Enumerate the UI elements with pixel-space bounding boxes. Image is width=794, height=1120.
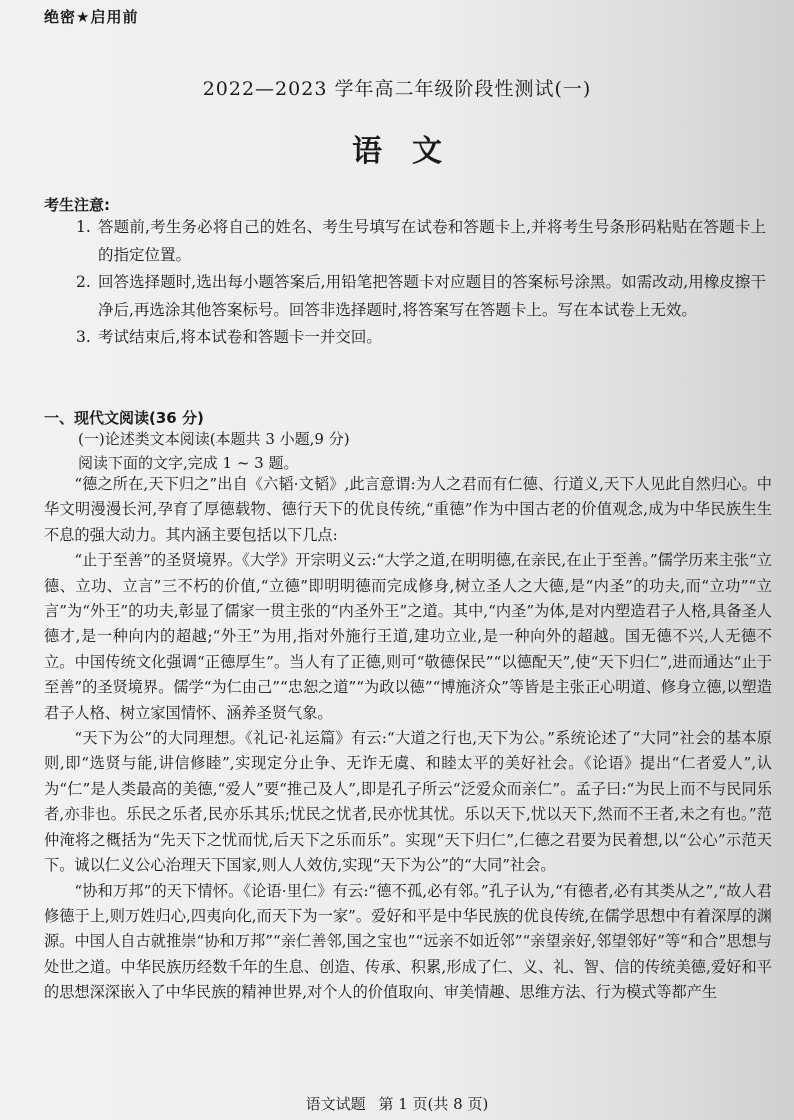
footer-subject: 语文试题 xyxy=(305,1095,366,1113)
notice-item xyxy=(76,214,766,269)
notice-item xyxy=(76,269,766,324)
section-heading: 一、现代文阅读(36 分) xyxy=(44,409,204,427)
passage-paragraph: “止于至善”的圣贤境界。《大学》开宗明义云:“大学之道,在明明德,在亲民,在止于至善。”儒学历来主张“立德、立功、立言”三不朽的价值,“立德”即明明德而完成修身,树立圣人之大德,是“内圣”的功夫,而“立功”“立言”为“外王”的功夫,彰显了儒家一贯主张的“内圣外王”之道。其中,“内圣”为体,是对内塑造君子人格,具备圣人德才,是一种向内的超越;“外王”为用,指对外施行王道,建功立业,是一种向外的超越。国无德不兴,人无德不立。中国传统文化强调“正德厚生”。当人有了正德,则可“敬德保民”“以德配天”,使“天下归仁”,进而通达“止于至善”的圣贤境界。儒学“为仁由己”“忠恕之道”“为政以德”“博施济众”等皆是主张正心明道、修身立德,以塑造君子人格、树立家国情怀、涵养圣贤气象。 xyxy=(44,551,772,722)
reading-passage xyxy=(44,472,772,1006)
notice-list xyxy=(76,214,766,352)
notice-number: 3. xyxy=(76,328,91,346)
passage-paragraph: “天下为公”的大同理想。《礼记·礼运篇》有云:“大道之行也,天下为公。”系统论述了“大同”社会的基本原则,即“选贤与能,讲信修睦”,实现定分止争、无诈无虞、和睦太平的美好社会。《论语》提出“仁者爱人”,认为“仁”是人类最高的美德,“爱人”要“推己及人”,即是孔子所云“泛爱众而亲仁”。孟子曰:“为民上而不与民同乐者,亦非也。乐民之乐者,民亦乐其乐;忧民之忧者,民亦忧其忧。乐以天下,忧以天下,然而不王者,未之有也。”范仲淹将之概括为“先天下之忧而忧,后天下之乐而乐”。实现“天下归仁”,仁德之君要为民着想,以“公心”示范天下。诚以仁义公心治理天下国家,则人人效仿,实现“天下为公”的“大同”社会。 xyxy=(44,729,772,875)
notice-number: 2. xyxy=(76,273,91,291)
subject-title: 语文 xyxy=(352,134,472,169)
notice-heading: 考生注意: xyxy=(44,196,110,214)
passage-paragraph: “德之所在,天下归之”出自《六韬·文韬》,此言意谓:为人之君而有仁德、行道义,天下人见此自然归心。中华文明漫漫长河,孕育了厚德载物、德行天下的优良传统,“重德”作为中国古老的价值观念,成为中华民族生生不息的强大动力。其内涵主要包括以下几点: xyxy=(44,475,772,544)
notice-item xyxy=(76,324,766,352)
footer-page-number: 第 1 页(共 8 页) xyxy=(378,1095,489,1113)
notice-text: 答题前,考生务必将自己的姓名、考生号填写在试卷和答题卡上,并将考生号条形码粘贴在答题卡上的指定位置。 xyxy=(98,218,766,264)
passage-paragraph: “协和万邦”的天下情怀。《论语·里仁》有云:“德不孤,必有邻。”孔子认为,“有德者,必有其类从之”,“故人君修德于上,则万姓归心,四夷向化,而天下为一家”。爱好和平是中华民族的优良传统,在儒学思想中有着深厚的渊源。中国人自古就推崇“协和万邦”“亲仁善邻,国之宝也”“远亲不如近邻”“亲望亲好,邻望邻好”等“和合”思想与处世之道。中华民族历经数千年的生息、创造、传承、积累,形成了仁、义、礼、智、信的传统美德,爱好和平的思想深深嵌入了中华民族的精神世界,对个人的价值取向、审美情趣、思维方法、行为模式等都产生 xyxy=(44,881,772,1002)
secret-label: 绝密★启用前 xyxy=(44,8,139,26)
page-footer xyxy=(0,1093,794,1114)
reading-instruction: 阅读下面的文字,完成 1 ~ 3 题。 xyxy=(78,454,299,472)
notice-number: 1. xyxy=(76,218,91,236)
notice-text: 考试结束后,将本试卷和答题卡一并交回。 xyxy=(98,328,382,346)
notice-text: 回答选择题时,选出每小题答案后,用铅笔把答题卡对应题目的答案标号涂黑。如需改动,用橡皮擦干净后,再选涂其他答案标号。回答非选择题时,将答案写在答题卡上。写在本试卷上无效。 xyxy=(98,273,766,319)
sub-section-heading: (一)论述类文本阅读(本题共 3 小题,9 分) xyxy=(78,430,350,448)
exam-title: 2022—2023 学年高二年级阶段性测试(一) xyxy=(202,78,592,100)
